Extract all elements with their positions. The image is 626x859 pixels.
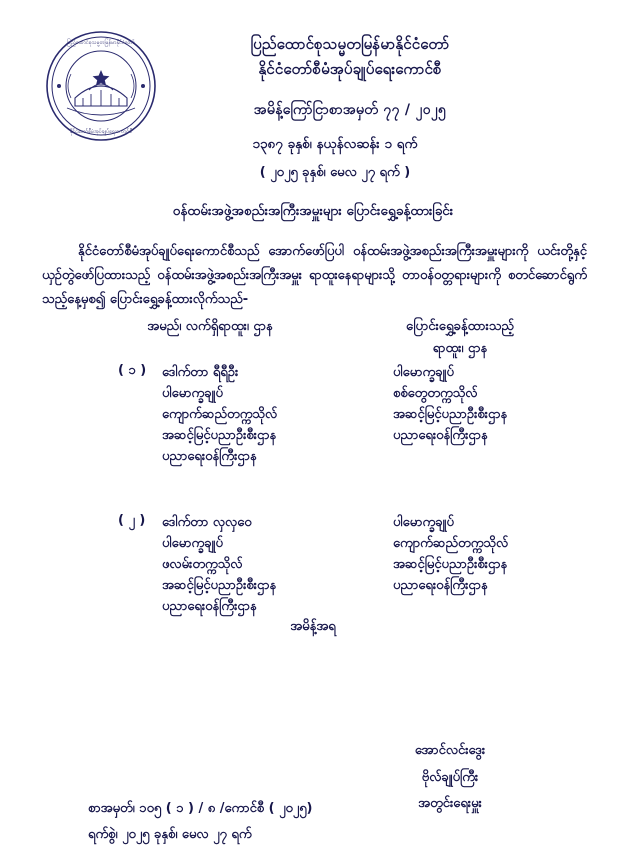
svg-text:နိုင်ငံတော်စီမံအုပ်ချုပ်ရေးကော: နိုင်ငံတော်စီမံအုပ်ချုပ်ရေးကောင်စီ [69, 129, 133, 135]
transfer-entry [0, 362, 626, 498]
body-paragraph [42, 240, 587, 312]
entry-line: ပါမောက္ခချုပ် [393, 515, 454, 530]
gregorian-date-line: ( ၂၀၂၅ ခုနှစ်၊ မေလ ၂၇ ရက် ) [259, 165, 411, 180]
footer-letter-number: စာအမှတ်၊ ၁၀၅ ( ၁ ) / ၈ /ကောင်စီ ( ၂၀၂၅) [88, 801, 313, 816]
entry-number: ( ၁ ) [118, 363, 147, 378]
entry-line: အဆင့်မြင့်ပညာဦးစီးဌာန [393, 407, 508, 423]
header-line-country: ပြည်ထောင်စုသမ္မတမြန်မာနိုင်ငံတော် [250, 35, 450, 53]
announcement-number: အမိန့်ကြော်ငြာစာအမှတ် ၇၇ / ၂၀၂၅ [253, 102, 447, 118]
entry-current-details [162, 362, 372, 467]
entry-line: ကျောက်ဆည်တက္ကသိုလ် [162, 407, 278, 423]
entry-line: ပါမောက္ခချုပ် [162, 386, 223, 402]
entry-new-details [393, 362, 608, 446]
entry-line: ပညာရေးဝန်ကြီးဌာန [393, 578, 488, 594]
by-order-text: အမိန့်အရ [290, 619, 336, 634]
column-heading-new-line2: ရာထူး၊ ဌာန [432, 341, 488, 356]
transfer-entries-list [0, 362, 626, 646]
signatory-rank: ဗိုလ်ချုပ်ကြီး [421, 769, 479, 785]
transfer-entry [0, 512, 626, 632]
entry-line: ပါမောက္ခချုပ် [393, 365, 454, 380]
signature-block [330, 738, 570, 818]
entry-current-details [162, 512, 372, 617]
column-heading-current: အမည်၊ လက်ရှိရာထူး၊ ဌာန [147, 319, 273, 334]
entry-line: ဒေါက်တာ ရီရီဦး [162, 365, 239, 380]
footer-date: ရက်စွဲ၊ ၂၀၂၅ ခုနှစ်၊ မေလ ၂၇ ရက် [88, 827, 252, 842]
signatory-position: အတွင်းရေးမှူး [418, 796, 482, 812]
entry-line: ပါမောက္ခချုပ် [162, 536, 223, 552]
entry-line: ဒေါက်တာ လှလှဝေ [162, 515, 252, 530]
state-seal [45, 30, 157, 142]
svg-text:ပြည်ထောင်စုသမ္မတမြန်မာနိုင်ငံတ: ပြည်ထောင်စုသမ္မတမြန်မာနိုင်ငံတော် [67, 40, 135, 46]
entry-line: ပညာရေးဝန်ကြီးဌာန [393, 428, 488, 444]
entry-line: ဖလမ်းတက္ကသိုလ် [162, 557, 243, 573]
document-header [150, 32, 550, 82]
entry-line: အဆင့်မြင့်ပညာဦးစီးဌာန [393, 557, 508, 573]
column-heading-new-line1: ပြောင်းရွှေ့ခန့်ထားသည့် [406, 319, 514, 334]
entry-line: ပညာရေးဝန်ကြီးဌာန [162, 449, 257, 465]
signatory-name: အောင်လင်းဒွေး [414, 743, 486, 758]
body-paragraph-text: နိုင်ငံတော်စီမံအုပ်ချုပ်ရေးကောင်စီသည် အောက်ဖော်ပြပါ ဝန်ထမ်းအဖွဲ့အစည်းအကြီးအမှူးများကို ယင်းတို့နှင့်ယှဉ်တွဲဖော်ပြထားသည့် ဝန်ထမ်းအဖွဲ့အစည်းအကြီးအမှူး ရာထူးနေရာများသို့ တာဝန်ဝတ္တရားများကို စတင်ဆောင်ရွက်သည့်နေ့မှစ၍ ပြောင်းရွှေ့ခန့်ထားလိုက်သည်- [42, 244, 587, 308]
header-line-council: နိုင်ငံတော်စီမံအုပ်ချုပ်ရေးကောင်စီ [258, 59, 442, 78]
entry-line: အဆင့်မြင့်ပညာဦးစီးဌာန [162, 578, 277, 594]
entry-line: အဆင့်မြင့်ပညာဦးစီးဌာန [162, 428, 277, 444]
entry-number: ( ၂ ) [118, 513, 146, 528]
entry-line: ကျောက်ဆည်တက္ကသိုလ် [393, 536, 509, 552]
entry-line: စစ်တွေတက္ကသိုလ် [393, 386, 478, 402]
entry-new-details [393, 512, 608, 596]
document-footer [88, 796, 312, 848]
document-subject: ဝန်ထမ်းအဖွဲ့အစည်းအကြီးအမှူးများ ပြောင်းရွှေ့ခန့်ထားခြင်း [172, 203, 454, 219]
burmese-date-line: ၁၃၈၇ ခုနှစ်၊ နယုန်လဆန်း ၁ ရက် [252, 136, 418, 152]
entry-line: ပညာရေးဝန်ကြီးဌာန [162, 599, 257, 615]
